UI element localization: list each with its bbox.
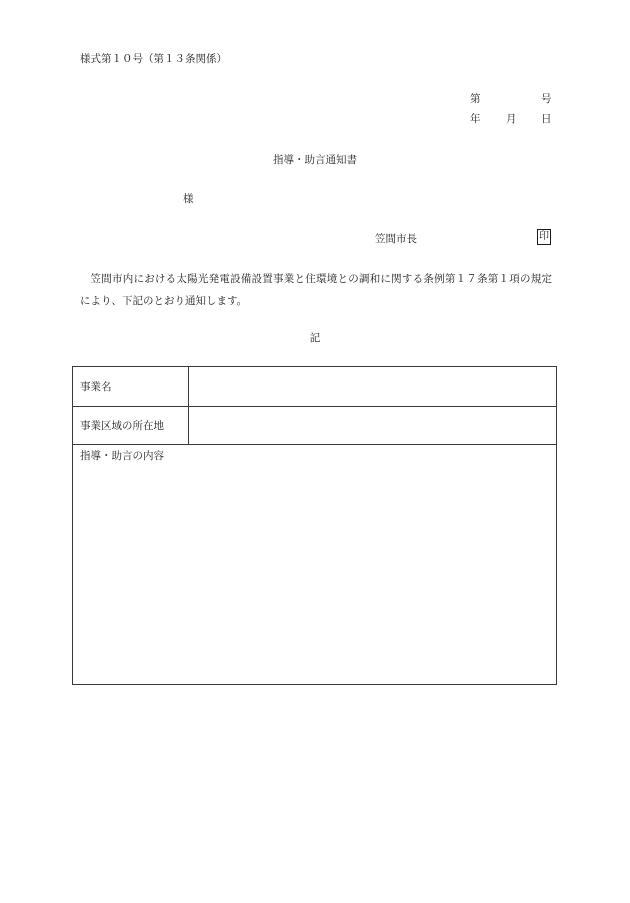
document-number-suffix: 号 xyxy=(541,93,552,105)
project-name-label: 事業名 xyxy=(73,367,189,406)
table-row-project-name xyxy=(73,367,556,407)
guidance-label: 指導・助言の内容 xyxy=(80,450,164,462)
document-number-prefix: 第 xyxy=(470,93,481,105)
document-title: 指導・助言通知書 xyxy=(273,154,357,166)
date-year-label: 年 xyxy=(470,113,481,125)
issuer-title: 笠間市長 xyxy=(375,233,417,245)
project-name-value xyxy=(189,367,556,406)
body-text: 笠間市内における太陽光発電設備設置事業と住環境との調和に関する条例第１７条第１項の規定により、下記のとおり通知します。 xyxy=(80,273,552,307)
project-area-value xyxy=(189,406,556,444)
date-day-label: 日 xyxy=(541,113,552,125)
guidance-section xyxy=(73,444,556,684)
ki-heading: 記 xyxy=(309,332,321,344)
table-row-project-area xyxy=(73,406,556,445)
form-number: 様式第１０号（第１３条関係） xyxy=(80,53,227,65)
project-area-label: 事業区域の所在地 xyxy=(73,406,189,444)
details-table xyxy=(72,366,557,685)
seal-stamp: 印 xyxy=(537,229,551,245)
addressee-honorific: 様 xyxy=(183,193,194,205)
date-month-label: 月 xyxy=(506,113,517,125)
